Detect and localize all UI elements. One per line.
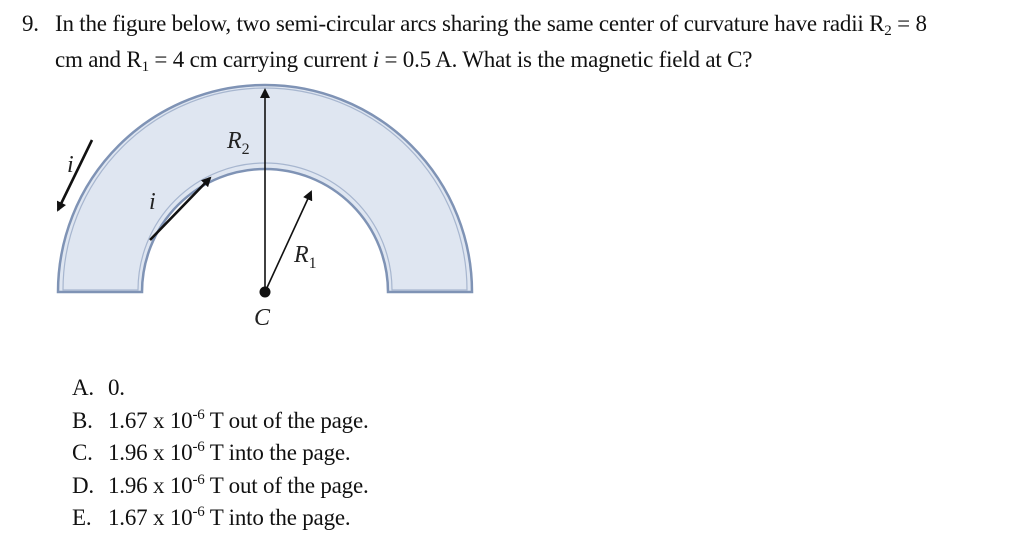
center-point — [260, 287, 271, 298]
option-text: 0. — [108, 375, 125, 400]
option-letter: B. — [72, 407, 93, 433]
option-a[interactable] — [72, 372, 369, 405]
question-line2-part3: = 0.5 A. What is the magnetic field at C? — [378, 47, 753, 72]
option-letter: C. — [72, 440, 93, 465]
option-letter: A. — [72, 375, 94, 400]
option-exponent: -6 — [192, 504, 205, 520]
question-line2-part1: cm and R — [55, 47, 142, 72]
option-text: 1.96 x 10 — [108, 472, 193, 498]
label-r1: $R_1$ — [294, 242, 317, 272]
option-e[interactable] — [72, 502, 369, 535]
answer-options — [72, 372, 369, 535]
option-letter: D. — [72, 472, 94, 498]
option-text-tail: T out of the page. — [204, 472, 369, 498]
question-text-part2: = 8 — [891, 11, 927, 36]
label-i-inner: i — [149, 189, 156, 215]
option-c[interactable] — [72, 437, 369, 470]
option-text-tail: T out of the page. — [204, 407, 369, 433]
r2-subscript: 2 — [884, 23, 892, 39]
question-number: 9. — [22, 11, 39, 36]
question-line-2 — [22, 42, 1012, 78]
option-text: 1.96 x 10 — [108, 440, 193, 465]
option-text-tail: T into the page. — [204, 505, 351, 530]
label-r2: $R_2$ — [227, 128, 250, 158]
question-line2-part2: = 4 cm carrying current — [148, 47, 373, 72]
question-line-1 — [22, 6, 1012, 42]
option-exponent: -6 — [192, 439, 205, 455]
label-c: C — [254, 305, 271, 331]
option-text: 1.67 x 10 — [108, 505, 193, 530]
semicircle-figure — [40, 78, 500, 340]
option-text: 1.67 x 10 — [108, 407, 193, 433]
current-symbol: i — [372, 47, 379, 72]
r1-subscript: 1 — [141, 59, 149, 75]
option-text-tail: T into the page. — [204, 440, 351, 465]
question-text — [22, 6, 1012, 78]
figure-svg — [40, 78, 500, 340]
option-d[interactable] — [72, 470, 369, 503]
option-exponent: -6 — [192, 406, 205, 423]
label-i-outer: i — [67, 152, 74, 178]
option-letter: E. — [72, 505, 92, 530]
question-text-part1: In the figure below, two semi-circular arcs sharing the same center of curvature have radii R — [55, 11, 885, 36]
option-b[interactable] — [72, 405, 369, 438]
option-exponent: -6 — [192, 471, 205, 488]
